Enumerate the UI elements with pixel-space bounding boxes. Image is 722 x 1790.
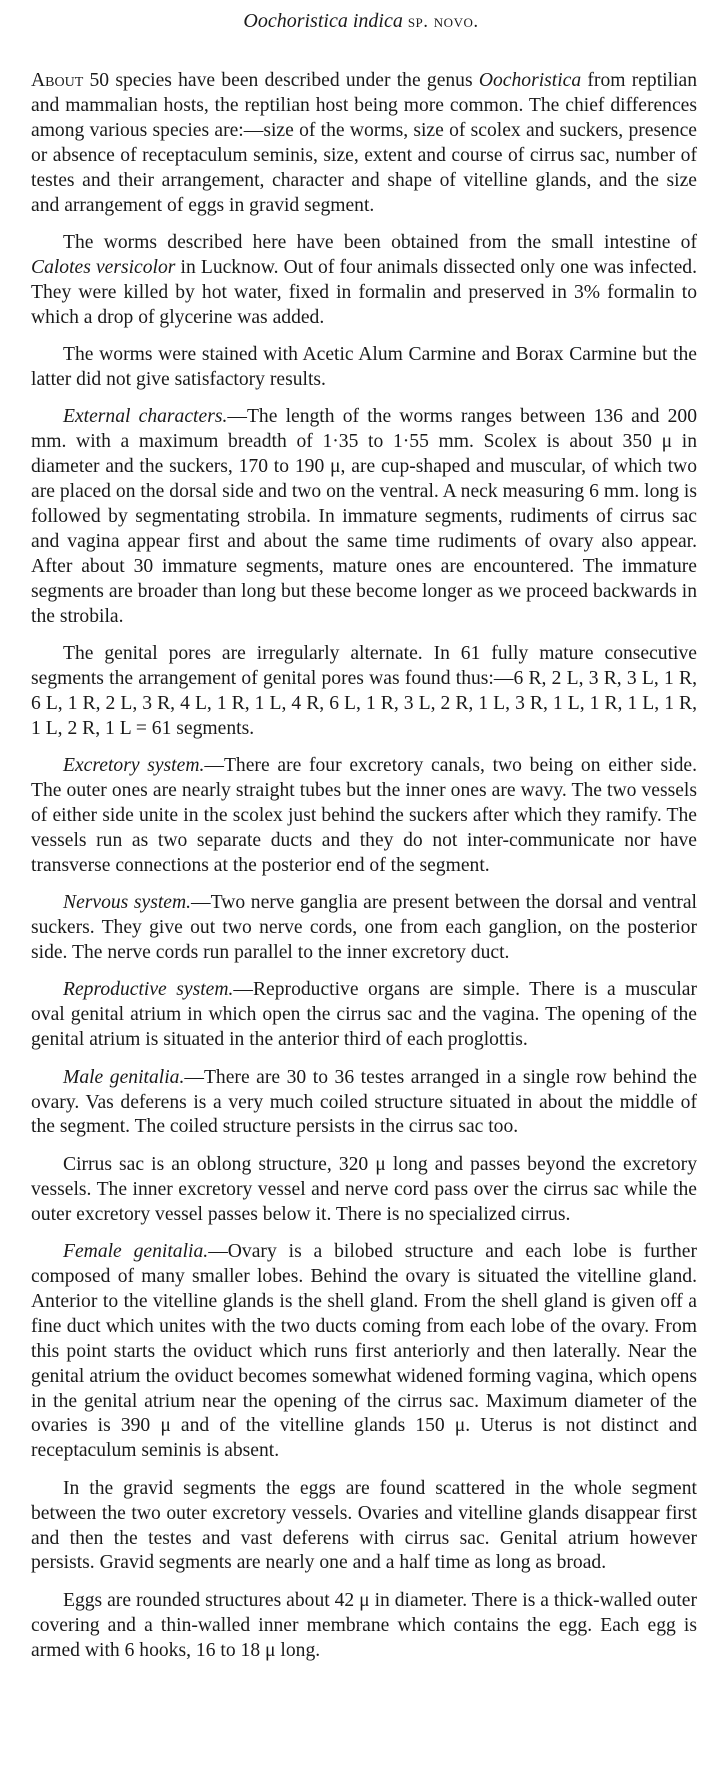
text-run: in Lucknow. Out of four animals dissected only one was infected. They were killed by hot water, fixed in formalin and preserved in 3% formalin to which a drop of glycerine was added. [31,256,698,328]
page-title [0,10,722,33]
text-run: Eggs are rounded structures about 42 μ in diameter. There is a thick-walled outer covering and a thin-walled inner membrane which contains the egg. Each egg is armed with 6 hooks, 16 to 18 μ long. [31,1589,697,1661]
text-run: 50 species have been described under the genus [83,70,479,91]
paragraph [31,754,697,879]
section-heading: External characters. [63,406,228,428]
text-run: Cirrus sac is an oblong structure, 320 μ long and passes beyond the excretory vessels. The inner excretory vessel and nerve cord pass over the cirrus sac while the outer excretory vessel passes below it. There is no specialized cirrus. [31,1153,697,1225]
text-run: —There are four excretory canals, two being on either side. The outer ones are nearly straight tubes but the inner ones are wavy. The two vessels of either side unite in the scolex just behind the suckers after which they ramify. The vessels run as two separate ducts and they do not inter-communicate nor have transverse connections at the posterior end of the segment. [31,755,697,876]
title-suffix: sp. novo. [407,11,479,32]
paragraph [31,231,697,331]
section-heading: Oochoristica [478,70,582,91]
text-run: —Two nerve ganglia are present between the dorsal and ventral suckers. They give out two nerve cords, one from each ganglion, on the posterior side. The nerve cords run parallel to the inner excretory duct. [31,892,698,963]
paragraph [31,1240,697,1464]
section-heading: Excretory system. [63,755,205,777]
paragraph [31,642,697,742]
text-run: About [31,70,84,91]
text-run: In the gravid segments the eggs are found scattered in the whole segment between the two outer excretory vessels. Ovaries and vitelline glands disappear first and then the testes and vast deferens with cirrus sac. Genital atrium however persists. Gravid segments are nearly one and a half time as long as broad. [31,1477,697,1574]
paragraph [31,343,697,393]
section-heading: Nervous system. [63,892,192,914]
document-body [31,69,697,1676]
text-run: —There are 30 to 36 testes arranged in a single row behind the ovary. Vas deferens is a very much coiled structure situated in about the middle of the segment. The coiled structure persists in the cirrus sac too. [31,1066,697,1138]
paragraph [31,1153,697,1228]
section-heading: Male genitalia. [63,1066,185,1088]
paragraph [31,891,697,966]
paragraph [31,1477,697,1577]
paragraph [31,69,697,218]
text-run: The worms were stained with Acetic Alum Carmine and Borax Carmine but the latter did not give satisfactory results. [31,344,697,390]
text-run: —Ovary is a bilobed structure and each lobe is further composed of many smaller lobes. Behind the ovary is situated the vitelline gland. Anterior to the vitelline glands is the shell gland. From the shell gland is given off a fine duct which unites with the two ducts coming from each lobe of the ovary. From this point starts the oviduct which runs first anteriorly and then laterally. Near the genital atrium the oviduct becomes somewhat widened forming vagina, which opens in the genital atrium near the opening of the cirrus sac. Maximum diameter of the ovaries is 390 μ and of the vitelline glands 150 μ. Uterus is not distinct and receptaculum seminis is absent. [31,1241,697,1462]
section-heading: Female genitalia. [63,1241,209,1263]
section-heading: Calotes versicolor [31,256,176,278]
paragraph [31,1589,697,1664]
text-run: The genital pores are irregularly alternate. In 61 fully mature consecutive segments the arrangement of genital pores was found thus:—6 R, 2 L, 3 R, 3 L, 1 R, 6 L, 1 R, 2 L, 3 R, 4 L, 1 R, 1 L, 4 R, 6 L, 1 R, 3 L, 2 R, 1 L, 3 R, 1 L, 1 R, 1 L, 1 R, 1 L, 2 R, 1 L = 61 segments. [31,643,697,739]
text-run: The worms described here have been obtained from the small intestine of [63,231,697,253]
paragraph [31,405,697,629]
title-species: Oochoristica indica [243,10,403,32]
text-run: from reptilian and mammalian hosts, the reptilian host being more common. The chief differences among various species are:—size of the worms, size of scolex and suckers, presence or absence of receptaculum seminis, size, extent and course of cirrus sac, number of testes and their arrangement, character and shape of vitelline glands, and the size and arrangement of eggs in gravid segment. [31,70,697,216]
text-run: —The length of the worms ranges between 136 and 200 mm. with a maximum breadth of 1·35 to 1·55 mm. Scolex is about 350 μ in diameter and the suckers, 170 to 190 μ, are cup-shaped and muscular, of which two are placed on the dorsal side and two on the ventral. A neck measuring 6 mm. long is followed by segmentating strobila. In immature segments, rudiments of cirrus sac and vagina appear first and about the same time rudiments of ovary also appear. After about 30 immature segments, mature ones are encountered. The immature segments are broader than long but these become longer as we proceed backwards in the strobila. [31,406,697,627]
text-run: —Reproductive organs are simple. There is a muscular oval genital atrium in which open the cirrus sac and the vagina. The opening of the genital atrium is situated in the anterior third of each proglottis. [31,979,697,1051]
paragraph [31,978,697,1053]
section-heading: Reproductive system. [63,979,234,1001]
paragraph [31,1066,697,1141]
